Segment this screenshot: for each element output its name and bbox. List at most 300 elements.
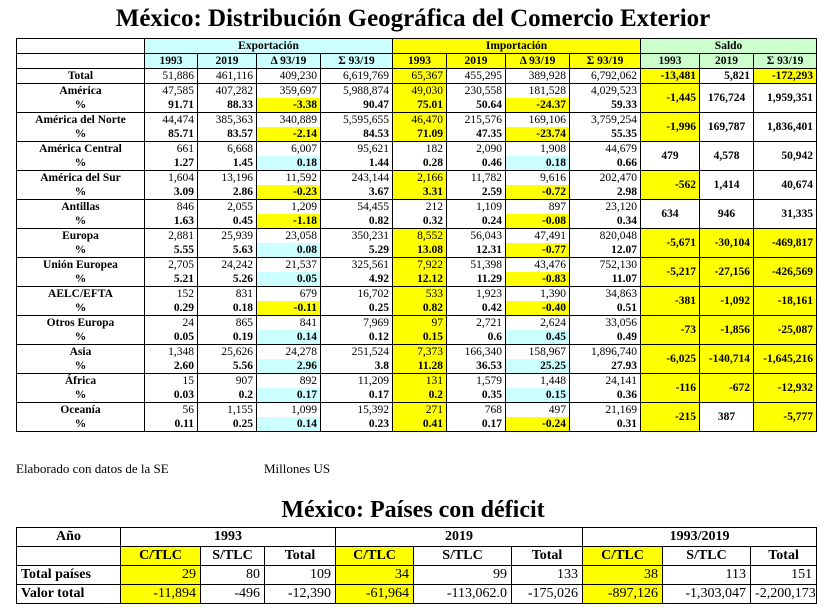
deficit-cell: -61,964 — [336, 585, 414, 604]
total-cell: 455,295 — [447, 69, 506, 84]
percent-label: % — [17, 214, 145, 229]
deficit-cell: 113 — [663, 566, 751, 585]
percent-cell: 0.05 — [145, 330, 198, 345]
deficit-cell: 34 — [336, 566, 414, 585]
value-cell: 24 — [145, 316, 198, 331]
percent-cell: 0.36 — [570, 388, 641, 403]
value-cell: 1,896,740 — [570, 345, 641, 360]
percent-cell: 55.35 — [570, 127, 641, 142]
total-row — [17, 69, 817, 84]
value-cell: 2,090 — [447, 142, 506, 157]
total-cell: 65,367 — [393, 69, 447, 84]
deficit-cell: -897,126 — [583, 585, 663, 604]
column-header: 1993 — [393, 54, 447, 69]
deficit-title: México: Países con déficit — [281, 497, 545, 523]
percent-cell: 0.31 — [570, 417, 641, 432]
region-name: Oceanía — [17, 403, 145, 418]
percent-label: % — [17, 359, 145, 374]
percent-cell: -1.18 — [257, 214, 321, 229]
value-cell: 7,969 — [321, 316, 393, 331]
percent-cell: -0.40 — [506, 301, 570, 316]
percent-cell: 0.82 — [321, 214, 393, 229]
percent-cell: 0.25 — [321, 301, 393, 316]
percent-cell: 0.15 — [393, 330, 447, 345]
value-cell: 340,889 — [257, 113, 321, 128]
saldo-cell: -18,161 — [754, 287, 817, 316]
percent-cell: 0.18 — [257, 156, 321, 171]
region-name: América — [17, 84, 145, 99]
value-cell: 43,476 — [506, 258, 570, 273]
value-cell: 2,881 — [145, 229, 198, 244]
value-cell: 9,616 — [506, 171, 570, 186]
value-cell: 182 — [393, 142, 447, 157]
saldo-cell: 50,942 — [754, 142, 817, 171]
percent-cell: 1.44 — [321, 156, 393, 171]
saldo-cell: -27,156 — [700, 258, 754, 287]
region-values-row — [17, 84, 817, 99]
percent-cell: 0.51 — [570, 301, 641, 316]
value-cell: 23,120 — [570, 200, 641, 215]
deficit-cell: -1,303,047 — [663, 585, 751, 604]
region-name: Unión Europea — [17, 258, 145, 273]
region-name: Otros Europa — [17, 316, 145, 331]
value-cell: 1,390 — [506, 287, 570, 302]
percent-cell: 0.11 — [145, 417, 198, 432]
percent-cell: 0.6 — [447, 330, 506, 345]
deficit-cell: 109 — [265, 566, 336, 585]
value-cell: 831 — [198, 287, 257, 302]
value-cell: 752,130 — [570, 258, 641, 273]
deficit-data-row — [17, 566, 817, 585]
value-cell: 1,604 — [145, 171, 198, 186]
percent-cell: -0.11 — [257, 301, 321, 316]
value-cell: 25,939 — [198, 229, 257, 244]
value-cell: 1,579 — [447, 374, 506, 389]
percent-cell: 5.56 — [198, 359, 257, 374]
percent-label: % — [17, 388, 145, 403]
value-cell: 768 — [447, 403, 506, 418]
percent-cell: -3.38 — [257, 98, 321, 113]
percent-cell: -0.83 — [506, 272, 570, 287]
saldo-cell: 946 — [700, 200, 754, 229]
deficit-cell: 29 — [121, 566, 201, 585]
saldo-cell: -1,645,216 — [754, 345, 817, 374]
value-cell: 24,242 — [198, 258, 257, 273]
region-values-row — [17, 287, 817, 302]
value-cell: 166,340 — [447, 345, 506, 360]
percent-label: % — [17, 243, 145, 258]
value-cell: 7,373 — [393, 345, 447, 360]
percent-label: % — [17, 156, 145, 171]
percent-cell: 4.92 — [321, 272, 393, 287]
value-cell: 1,923 — [447, 287, 506, 302]
deficit-subheader: S/TLC — [663, 547, 751, 566]
value-cell: 21,169 — [570, 403, 641, 418]
total-cell: 409,230 — [257, 69, 321, 84]
deficit-subheader: S/TLC — [414, 547, 512, 566]
saldo-cell: -25,087 — [754, 316, 817, 345]
value-cell: 158,967 — [506, 345, 570, 360]
value-cell: 152 — [145, 287, 198, 302]
value-cell: 56,043 — [447, 229, 506, 244]
value-cell: 841 — [257, 316, 321, 331]
percent-cell: 2.98 — [570, 185, 641, 200]
total-cell: 6,792,062 — [570, 69, 641, 84]
value-cell: 15,392 — [321, 403, 393, 418]
corner-cell — [17, 54, 145, 69]
percent-cell: 59.33 — [570, 98, 641, 113]
percent-cell: 85.71 — [145, 127, 198, 142]
percent-cell: 0.12 — [321, 330, 393, 345]
percent-cell: 3.67 — [321, 185, 393, 200]
region-name: AELC/EFTA — [17, 287, 145, 302]
saldo-cell: 479 — [641, 142, 700, 171]
column-header: 2019 — [700, 54, 754, 69]
saldo-cell: -12,932 — [754, 374, 817, 403]
percent-cell: 2.86 — [198, 185, 257, 200]
deficit-table — [16, 527, 817, 604]
saldo-cell: -5,777 — [754, 403, 817, 432]
deficit-year-row — [17, 528, 817, 547]
region-values-row — [17, 374, 817, 389]
column-header: 2019 — [447, 54, 506, 69]
deficit-cell: 133 — [512, 566, 583, 585]
value-cell: 865 — [198, 316, 257, 331]
percent-label: % — [17, 185, 145, 200]
saldo-cell: -215 — [641, 403, 700, 432]
value-cell: 46,470 — [393, 113, 447, 128]
value-cell: 24,278 — [257, 345, 321, 360]
percent-cell: 0.66 — [570, 156, 641, 171]
saldo-cell: -5,217 — [641, 258, 700, 287]
percent-cell: 2.96 — [257, 359, 321, 374]
percent-cell: 0.2 — [198, 388, 257, 403]
value-cell: 1,099 — [257, 403, 321, 418]
region-name: América del Norte — [17, 113, 145, 128]
deficit-cell: -12,390 — [265, 585, 336, 604]
value-cell: 97 — [393, 316, 447, 331]
percent-cell: 0.29 — [145, 301, 198, 316]
deficit-subheader: C/TLC — [121, 547, 201, 566]
saldo-cell: 1,959,351 — [754, 84, 817, 113]
value-cell: 359,697 — [257, 84, 321, 99]
value-cell: 2,055 — [198, 200, 257, 215]
value-cell: 34,863 — [570, 287, 641, 302]
deficit-subheader-row — [17, 547, 817, 566]
percent-cell: 27.93 — [570, 359, 641, 374]
value-cell: 16,702 — [321, 287, 393, 302]
percent-cell: 0.35 — [447, 388, 506, 403]
percent-cell: 25.25 — [506, 359, 570, 374]
percent-cell: 0.18 — [198, 301, 257, 316]
deficit-cell: 80 — [201, 566, 265, 585]
value-cell: 11,209 — [321, 374, 393, 389]
percent-cell: 3.8 — [321, 359, 393, 374]
saldo-cell: -30,104 — [700, 229, 754, 258]
region-values-row — [17, 316, 817, 331]
saldo-cell: -562 — [641, 171, 700, 200]
percent-cell: -0.24 — [506, 417, 570, 432]
value-cell: 8,552 — [393, 229, 447, 244]
value-cell: 2,624 — [506, 316, 570, 331]
percent-cell: 2.60 — [145, 359, 198, 374]
column-header: 2019 — [198, 54, 257, 69]
region-values-row — [17, 229, 817, 244]
region-name: América Central — [17, 142, 145, 157]
saldo-cell: 4,578 — [700, 142, 754, 171]
percent-cell: 12.07 — [570, 243, 641, 258]
percent-cell: 0.2 — [393, 388, 447, 403]
saldo-cell: -140,714 — [700, 345, 754, 374]
value-cell: 350,231 — [321, 229, 393, 244]
deficit-cell: 99 — [414, 566, 512, 585]
percent-cell: 0.19 — [198, 330, 257, 345]
percent-cell: 3.31 — [393, 185, 447, 200]
column-header: 1993 — [145, 54, 198, 69]
saldo-cell: 634 — [641, 200, 700, 229]
value-cell: 24,141 — [570, 374, 641, 389]
percent-cell: -0.77 — [506, 243, 570, 258]
value-cell: 892 — [257, 374, 321, 389]
value-cell: 325,561 — [321, 258, 393, 273]
value-cell: 33,056 — [570, 316, 641, 331]
percent-cell: 0.28 — [393, 156, 447, 171]
deficit-cell: -11,894 — [121, 585, 201, 604]
column-header-row — [17, 54, 817, 69]
region-values-row — [17, 403, 817, 418]
percent-cell: 0.45 — [198, 214, 257, 229]
percent-cell: -2.14 — [257, 127, 321, 142]
value-cell: 25,626 — [198, 345, 257, 360]
value-cell: 4,029,523 — [570, 84, 641, 99]
percent-cell: 0.42 — [447, 301, 506, 316]
percent-cell: 5.29 — [321, 243, 393, 258]
deficit-subheader: Total — [512, 547, 583, 566]
group-saldo: Saldo — [641, 39, 817, 54]
value-cell: 169,106 — [506, 113, 570, 128]
value-cell: 661 — [145, 142, 198, 157]
saldo-cell: -469,817 — [754, 229, 817, 258]
percent-cell: 0.25 — [198, 417, 257, 432]
column-header: Σ 93/19 — [570, 54, 641, 69]
deficit-cell: -175,026 — [512, 585, 583, 604]
deficit-cell: 151 — [751, 566, 817, 585]
value-cell: 13,196 — [198, 171, 257, 186]
region-values-row — [17, 258, 817, 273]
value-cell: 385,363 — [198, 113, 257, 128]
region-name: África — [17, 374, 145, 389]
percent-cell: 0.82 — [393, 301, 447, 316]
column-header: Σ 93/19 — [321, 54, 393, 69]
percent-cell: 1.27 — [145, 156, 198, 171]
empty-cell — [17, 547, 121, 566]
value-cell: 679 — [257, 287, 321, 302]
value-cell: 1,155 — [198, 403, 257, 418]
year-label: Año — [17, 528, 121, 547]
row-label: Total — [17, 69, 145, 84]
total-cell: 389,928 — [506, 69, 570, 84]
percent-cell: 91.71 — [145, 98, 198, 113]
percent-cell: 0.08 — [257, 243, 321, 258]
percent-cell: 5.55 — [145, 243, 198, 258]
value-cell: 5,988,874 — [321, 84, 393, 99]
value-cell: 44,679 — [570, 142, 641, 157]
percent-cell: 71.09 — [393, 127, 447, 142]
percent-cell: -0.23 — [257, 185, 321, 200]
deficit-cell: -496 — [201, 585, 265, 604]
deficit-subheader: Total — [751, 547, 817, 566]
percent-label: % — [17, 417, 145, 432]
group-export: Exportación — [145, 39, 393, 54]
column-header: Δ 93/19 — [257, 54, 321, 69]
percent-cell: 88.33 — [198, 98, 257, 113]
year-header: 1993 — [121, 528, 336, 547]
value-cell: 95,621 — [321, 142, 393, 157]
deficit-row-label: Valor total — [17, 585, 121, 604]
value-cell: 230,558 — [447, 84, 506, 99]
region-name: Asia — [17, 345, 145, 360]
deficit-cell: 38 — [583, 566, 663, 585]
value-cell: 5,595,655 — [321, 113, 393, 128]
percent-cell: 0.14 — [257, 417, 321, 432]
saldo-cell: -1,996 — [641, 113, 700, 142]
percent-cell: 0.17 — [447, 417, 506, 432]
value-cell: 1,348 — [145, 345, 198, 360]
percent-cell: 75.01 — [393, 98, 447, 113]
value-cell: 15 — [145, 374, 198, 389]
value-cell: 7,922 — [393, 258, 447, 273]
region-values-row — [17, 345, 817, 360]
column-header: Δ 93/19 — [506, 54, 570, 69]
value-cell: 6,668 — [198, 142, 257, 157]
deficit-cell: -113,062.0 — [414, 585, 512, 604]
percent-cell: -23.74 — [506, 127, 570, 142]
percent-cell: 90.47 — [321, 98, 393, 113]
region-values-row — [17, 171, 817, 186]
saldo-cell: -116 — [641, 374, 700, 403]
value-cell: 407,282 — [198, 84, 257, 99]
percent-cell: 83.57 — [198, 127, 257, 142]
year-header: 2019 — [336, 528, 583, 547]
percent-cell: -24.37 — [506, 98, 570, 113]
value-cell: 47,491 — [506, 229, 570, 244]
percent-label: % — [17, 127, 145, 142]
percent-cell: 0.34 — [570, 214, 641, 229]
value-cell: 47,585 — [145, 84, 198, 99]
value-cell: 51,398 — [447, 258, 506, 273]
percent-cell: 36.53 — [447, 359, 506, 374]
percent-cell: 0.24 — [447, 214, 506, 229]
value-cell: 131 — [393, 374, 447, 389]
value-cell: 907 — [198, 374, 257, 389]
deficit-cell: -2,200,173 — [751, 585, 817, 604]
percent-cell: 0.46 — [447, 156, 506, 171]
saldo-cell: -1,445 — [641, 84, 700, 113]
percent-cell: -0.72 — [506, 185, 570, 200]
value-cell: 54,455 — [321, 200, 393, 215]
saldo-cell: -426,569 — [754, 258, 817, 287]
percent-cell: 47.35 — [447, 127, 506, 142]
value-cell: 497 — [506, 403, 570, 418]
percent-cell: 0.17 — [257, 388, 321, 403]
group-import: Importación — [393, 39, 641, 54]
region-name: América del Sur — [17, 171, 145, 186]
column-header: Σ 93/19 — [754, 54, 817, 69]
deficit-subheader: C/TLC — [336, 547, 414, 566]
saldo-cell: 176,724 — [700, 84, 754, 113]
value-cell: 533 — [393, 287, 447, 302]
total-cell: 51,886 — [145, 69, 198, 84]
saldo-cell: 1,414 — [700, 171, 754, 200]
deficit-row-label: Total países — [17, 566, 121, 585]
percent-label: % — [17, 98, 145, 113]
year-header: 1993/2019 — [583, 528, 817, 547]
value-cell: 202,470 — [570, 171, 641, 186]
percent-cell: 1.45 — [198, 156, 257, 171]
percent-cell: 0.14 — [257, 330, 321, 345]
deficit-data-row — [17, 585, 817, 604]
region-values-row — [17, 113, 817, 128]
saldo-cell: 169,787 — [700, 113, 754, 142]
saldo-cell: -381 — [641, 287, 700, 316]
saldo-cell: 31,335 — [754, 200, 817, 229]
percent-cell: 84.53 — [321, 127, 393, 142]
total-cell: -172,293 — [754, 69, 817, 84]
value-cell: 181,528 — [506, 84, 570, 99]
value-cell: 44,474 — [145, 113, 198, 128]
percent-label: % — [17, 301, 145, 316]
deficit-subheader: Total — [265, 547, 336, 566]
value-cell: 1,209 — [257, 200, 321, 215]
saldo-cell: -6,025 — [641, 345, 700, 374]
saldo-cell: 1,836,401 — [754, 113, 817, 142]
region-name: Antillas — [17, 200, 145, 215]
percent-cell: 11.07 — [570, 272, 641, 287]
percent-cell: 50.64 — [447, 98, 506, 113]
value-cell: 243,144 — [321, 171, 393, 186]
total-cell: 5,821 — [700, 69, 754, 84]
percent-cell: 0.23 — [321, 417, 393, 432]
units-note: Millones US — [264, 461, 331, 476]
value-cell: 1,908 — [506, 142, 570, 157]
corner-cell — [17, 39, 145, 54]
deficit-subheader: S/TLC — [201, 547, 265, 566]
value-cell: 212 — [393, 200, 447, 215]
total-cell: -13,481 — [641, 69, 700, 84]
value-cell: 21,537 — [257, 258, 321, 273]
region-name: Europa — [17, 229, 145, 244]
saldo-cell: -1,092 — [700, 287, 754, 316]
percent-cell: 5.26 — [198, 272, 257, 287]
percent-label: % — [17, 330, 145, 345]
percent-cell: 11.28 — [393, 359, 447, 374]
value-cell: 897 — [506, 200, 570, 215]
saldo-cell: -5,671 — [641, 229, 700, 258]
percent-cell: 0.49 — [570, 330, 641, 345]
value-cell: 1,109 — [447, 200, 506, 215]
percent-cell: 2.59 — [447, 185, 506, 200]
value-cell: 271 — [393, 403, 447, 418]
percent-cell: 0.41 — [393, 417, 447, 432]
value-cell: 215,576 — [447, 113, 506, 128]
group-header-row — [17, 39, 817, 54]
percent-cell: 0.03 — [145, 388, 198, 403]
percent-cell: 0.18 — [506, 156, 570, 171]
saldo-cell: -672 — [700, 374, 754, 403]
value-cell: 2,705 — [145, 258, 198, 273]
percent-cell: 5.63 — [198, 243, 257, 258]
deficit-subheader: C/TLC — [583, 547, 663, 566]
